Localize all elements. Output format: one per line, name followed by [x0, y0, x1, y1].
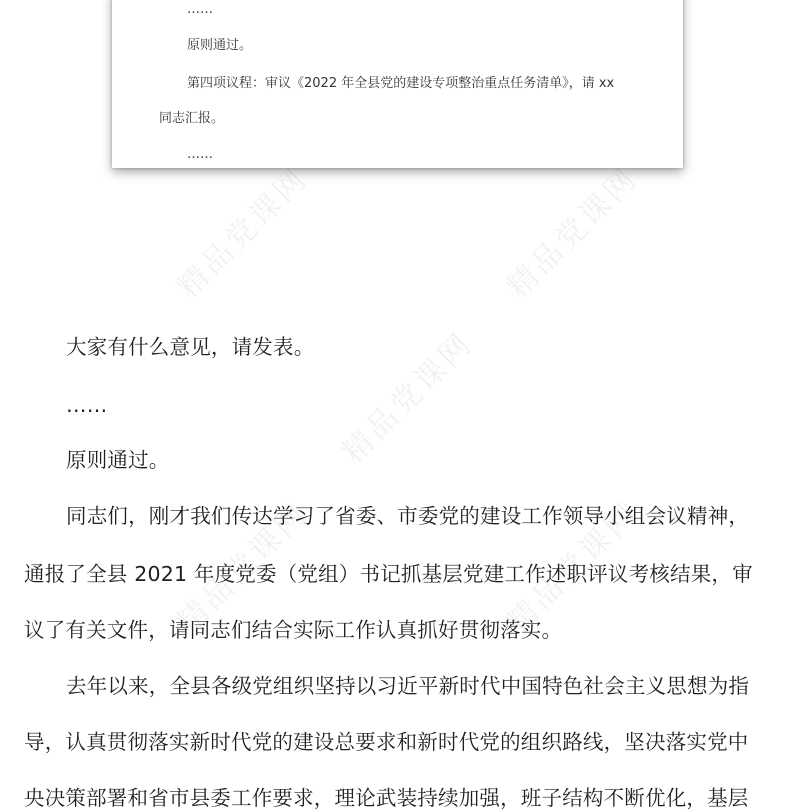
watermark: 精品党课网: [170, 160, 316, 306]
paragraph-line: 同志们，刚才我们传达学习了省委、市委党的建设工作领导小组会议精神，: [66, 504, 750, 528]
paragraph-line: 央决策部署和省市县委工作要求，理论武装持续加强，班子结构不断优化，基层: [24, 786, 749, 810]
card-agenda-item-4-cont: 同志汇报。: [159, 111, 225, 126]
paragraph-line: 议了有关文件，请同志们结合实际工作认真抓好贯彻落实。: [24, 618, 563, 642]
watermark: 精品党课网: [170, 495, 316, 641]
card-ellipsis: ……: [187, 147, 213, 162]
paragraph-line: 原则通过。: [66, 448, 170, 472]
paragraph-line: ……: [66, 393, 108, 417]
paragraph-line: 去年以来，全县各级党组织坚持以习近平新时代中国特色社会主义思想为指: [66, 674, 750, 698]
watermark: 精品党课网: [335, 325, 481, 471]
card-ellipsis: ……: [187, 2, 213, 17]
watermark: 精品党课网: [500, 160, 646, 306]
document-preview-card: [112, 0, 683, 168]
paragraph-line: 大家有什么意见，请发表。: [66, 335, 315, 359]
card-agenda-item-4: 第四项议程：审议《2022 年全县党的建设专项整治重点任务清单》，请 xx: [187, 76, 615, 91]
paragraph-line: 导，认真贯彻落实新时代党的建设总要求和新时代党的组织路线，坚决落实党中: [24, 730, 749, 754]
watermark: 精品党课网: [500, 495, 646, 641]
card-approved: 原则通过。: [187, 38, 253, 53]
paragraph-line: 通报了全县 2021 年度党委（党组）书记抓基层党建工作述职评议考核结果，审: [24, 562, 753, 586]
